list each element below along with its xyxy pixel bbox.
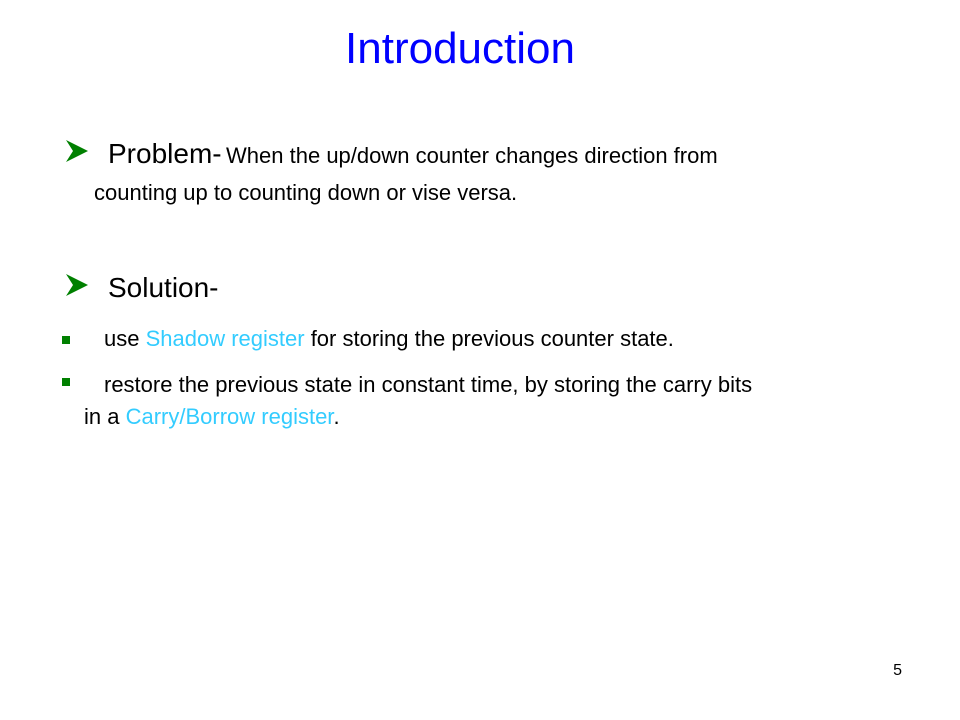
solution-item-1-highlight: Shadow register <box>145 326 305 351</box>
solution-item-2-highlight: Carry/Borrow register <box>125 404 334 429</box>
problem-text-line-2: counting up to counting down or vise versa. <box>94 180 518 205</box>
solution-item-1 <box>104 326 674 352</box>
problem-line-1 <box>108 138 718 170</box>
square-bullet-icon <box>62 336 70 344</box>
problem-label: Problem- <box>108 138 222 169</box>
square-bullet-icon <box>62 378 70 386</box>
arrowhead-bullet-icon <box>64 138 90 164</box>
page-number: 5 <box>893 662 902 679</box>
arrowhead-bullet-icon <box>64 272 90 298</box>
solution-item-2-line-2-after: . <box>333 404 340 429</box>
solution-item-1-before: use <box>104 326 146 351</box>
solution-label: Solution- <box>108 272 219 303</box>
solution-item-1-after: for storing the previous counter state. <box>304 326 674 351</box>
solution-item-2-line-2 <box>84 404 340 430</box>
solution-item-2-line-1: restore the previous state in constant time, by storing the carry bits <box>104 372 753 397</box>
solution-item-2-line-2-before: in a <box>84 404 126 429</box>
problem-text-line-1: When the up/down counter changes direction from <box>226 143 718 168</box>
slide-title: Introduction <box>345 24 575 73</box>
